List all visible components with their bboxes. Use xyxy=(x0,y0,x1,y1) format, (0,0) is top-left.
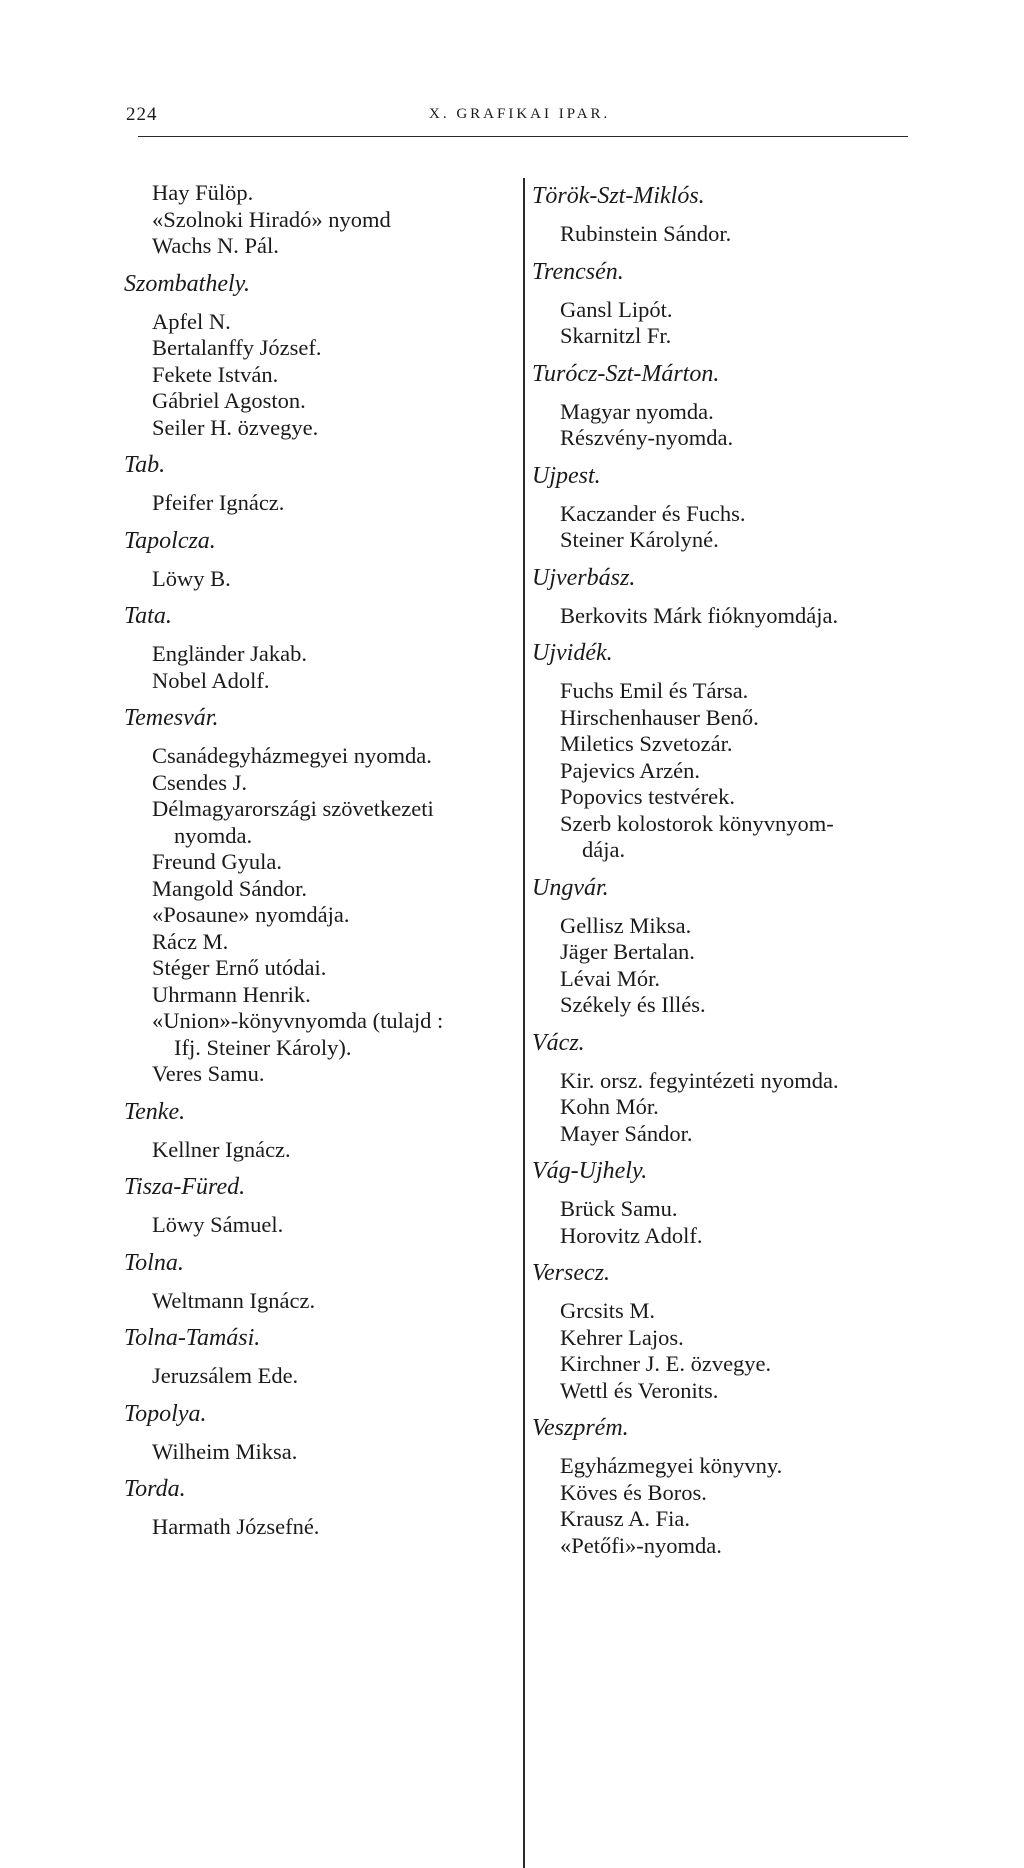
printer-entry: Részvény-nyomda. xyxy=(560,425,734,450)
printer-entry: Jäger Bertalan. xyxy=(560,939,695,964)
printer-entry: Nobel Adolf. xyxy=(152,667,270,693)
spacer xyxy=(538,905,938,913)
spacer xyxy=(538,391,938,399)
spacer xyxy=(538,493,938,501)
place-heading: Tenke. xyxy=(124,1098,186,1125)
spacer xyxy=(538,1404,938,1412)
spacer xyxy=(538,213,938,221)
printer-entry: Harmath Józsefné. xyxy=(152,1514,320,1539)
printer-entry: Mayer Sándor. xyxy=(560,1120,693,1146)
column-divider xyxy=(523,178,525,1868)
printer-entry: Hay Fülöp. xyxy=(152,180,254,205)
entry-continuation: dája. xyxy=(582,837,626,862)
right-column xyxy=(532,180,938,1559)
printer-entry: Gábriel Agoston. xyxy=(152,388,306,413)
printer-entry: Délmagyarországi szövetkezeti xyxy=(152,796,434,821)
spacer xyxy=(130,558,515,566)
printer-entry: Kehrer Lajos. xyxy=(560,1324,684,1350)
printer-entry: Kir. orsz. fegyintézeti nyomda. xyxy=(560,1067,839,1093)
spacer xyxy=(130,1204,515,1212)
printer-entry: Köves és Boros. xyxy=(560,1479,707,1505)
printer-entry: Grcsits M. xyxy=(560,1298,655,1323)
spacer xyxy=(538,1019,938,1027)
place-heading: Topolya. xyxy=(124,1400,207,1427)
printer-entry: Wettl és Veronits. xyxy=(560,1377,719,1403)
printer-entry: Magyar nyomda. xyxy=(560,398,714,424)
spacer xyxy=(130,633,515,641)
place-heading: Szombathely. xyxy=(124,270,250,297)
printer-entry: Steiner Károlyné. xyxy=(560,527,719,552)
place-heading: Ujpest. xyxy=(532,462,601,489)
spacer xyxy=(538,1147,938,1155)
running-head: X. GRAFIKAI IPAR. xyxy=(429,106,611,122)
place-heading: Tab. xyxy=(124,452,166,478)
spacer xyxy=(538,554,938,562)
spacer xyxy=(130,1129,515,1137)
spacer xyxy=(538,1445,938,1453)
printer-entry: «Union»-könyvnyomda (tulajd : xyxy=(152,1008,444,1033)
place-heading: Tolna-Tamási. xyxy=(124,1325,261,1351)
place-heading: Vácz. xyxy=(532,1029,585,1056)
spacer xyxy=(130,1314,515,1322)
printer-entry: Mangold Sándor. xyxy=(152,875,307,901)
spacer xyxy=(538,1188,938,1196)
header-rule xyxy=(138,136,908,137)
printer-entry: Gansl Lipót. xyxy=(560,296,673,322)
spacer xyxy=(130,441,515,449)
printer-entry: Miletics Szvetozár. xyxy=(560,731,733,756)
printer-entry: «Petőfi»-nyomda. xyxy=(560,1532,722,1558)
printer-entry: Gellisz Miksa. xyxy=(560,912,692,938)
printer-entry: Krausz A. Fia. xyxy=(560,1506,690,1531)
spacer xyxy=(130,694,515,702)
place-heading: Tapolcza. xyxy=(124,527,216,554)
spacer xyxy=(538,452,938,460)
spacer xyxy=(130,260,515,268)
spacer xyxy=(130,1355,515,1363)
spacer xyxy=(130,735,515,743)
spacer xyxy=(538,670,938,678)
place-heading: Turócz-Szt-Márton. xyxy=(532,360,720,387)
spacer xyxy=(130,1465,515,1473)
printer-entry: Székely és Illés. xyxy=(560,992,706,1017)
spacer xyxy=(538,1290,938,1298)
printer-entry: Rubinstein Sándor. xyxy=(560,221,732,246)
printer-entry: Veres Samu. xyxy=(152,1061,265,1086)
printer-entry: Wilheim Miksa. xyxy=(152,1438,298,1464)
spacer xyxy=(130,592,515,600)
spacer xyxy=(130,1506,515,1514)
printer-entry: Szerb kolostorok könyvnyom- xyxy=(560,810,834,836)
spacer xyxy=(538,629,938,637)
left-column xyxy=(124,180,515,1541)
place-heading: Trencsén. xyxy=(532,258,624,285)
printer-entry: Bertalanffy József. xyxy=(152,335,322,360)
spacer xyxy=(538,1249,938,1257)
printer-entry: Egyházmegyei könyvny. xyxy=(560,1453,783,1478)
printer-entry: Kaczander és Fuchs. xyxy=(560,500,746,526)
printer-entry: «Posaune» nyomdája. xyxy=(152,902,350,927)
place-heading: Torda. xyxy=(124,1476,186,1502)
entry-continuation: Ifj. Steiner Károly). xyxy=(174,1034,352,1060)
page-number: 224 xyxy=(126,104,158,125)
spacer xyxy=(538,864,938,872)
spacer xyxy=(130,1390,515,1398)
place-heading: Tolna. xyxy=(124,1249,184,1276)
printer-entry: Berkovits Márk fióknyomdája. xyxy=(560,602,839,628)
spacer xyxy=(130,517,515,525)
printer-entry: Freund Gyula. xyxy=(152,849,282,874)
printer-entry: Apfel N. xyxy=(152,308,231,334)
printer-entry: Kohn Mór. xyxy=(560,1094,659,1119)
place-heading: Ujvidék. xyxy=(532,640,613,666)
spacer xyxy=(538,289,938,297)
spacer xyxy=(130,1088,515,1096)
place-heading: Ujverbász. xyxy=(532,564,636,591)
place-heading: Tisza-Füred. xyxy=(124,1174,246,1200)
printer-entry: Kellner Ignácz. xyxy=(152,1136,291,1162)
place-heading: Temesvár. xyxy=(124,705,219,731)
spacer xyxy=(130,301,515,309)
place-heading: Veszprém. xyxy=(532,1415,629,1441)
printer-entry: Pajevics Arzén. xyxy=(560,757,700,783)
printer-entry: Seiler H. özvegye. xyxy=(152,414,319,440)
printer-entry: Uhrmann Henrik. xyxy=(152,981,311,1007)
printer-entry: Kirchner J. E. özvegye. xyxy=(560,1351,772,1376)
entry-continuation: nyomda. xyxy=(174,822,253,848)
place-heading: Versecz. xyxy=(532,1260,610,1286)
spacer xyxy=(130,1239,515,1247)
printer-entry: Hirschenhauser Benő. xyxy=(560,704,759,730)
printer-entry: Lévai Mór. xyxy=(560,965,660,991)
printer-entry: Fuchs Emil és Társa. xyxy=(560,678,749,703)
printer-entry: Csendes J. xyxy=(152,769,247,795)
place-heading: Török-Szt-Miklós. xyxy=(532,183,705,209)
printer-entry: Engländer Jakab. xyxy=(152,641,307,666)
spacer xyxy=(130,482,515,490)
printer-entry: Skarnitzl Fr. xyxy=(560,323,672,348)
printer-entry: Wachs N. Pál. xyxy=(152,233,279,258)
spacer xyxy=(538,595,938,603)
printer-entry: «Szolnoki Hiradó» nyomd xyxy=(152,206,391,232)
printer-entry: Pfeifer Ignácz. xyxy=(152,490,285,515)
spacer xyxy=(130,1431,515,1439)
place-heading: Tata. xyxy=(124,603,172,629)
spacer xyxy=(538,350,938,358)
printer-entry: Horovitz Adolf. xyxy=(560,1222,703,1248)
printer-entry: Jeruzsálem Ede. xyxy=(152,1363,299,1388)
printer-entry: Löwy B. xyxy=(152,565,231,591)
place-heading: Ungvár. xyxy=(532,874,609,901)
spacer xyxy=(538,248,938,256)
printer-entry: Brück Samu. xyxy=(560,1196,678,1221)
printer-entry: Popovics testvérek. xyxy=(560,784,735,809)
spacer xyxy=(130,1163,515,1171)
printer-entry: Rácz M. xyxy=(152,928,229,954)
printer-entry: Fekete István. xyxy=(152,361,279,387)
spacer xyxy=(130,1280,515,1288)
printer-entry: Stéger Ernő utódai. xyxy=(152,955,327,980)
spacer xyxy=(538,1060,938,1068)
printer-entry: Csanádegyházmegyei nyomda. xyxy=(152,743,432,768)
place-heading: Vág-Ujhely. xyxy=(532,1158,648,1184)
printer-entry: Weltmann Ignácz. xyxy=(152,1287,316,1313)
printer-entry: Löwy Sámuel. xyxy=(152,1212,284,1237)
